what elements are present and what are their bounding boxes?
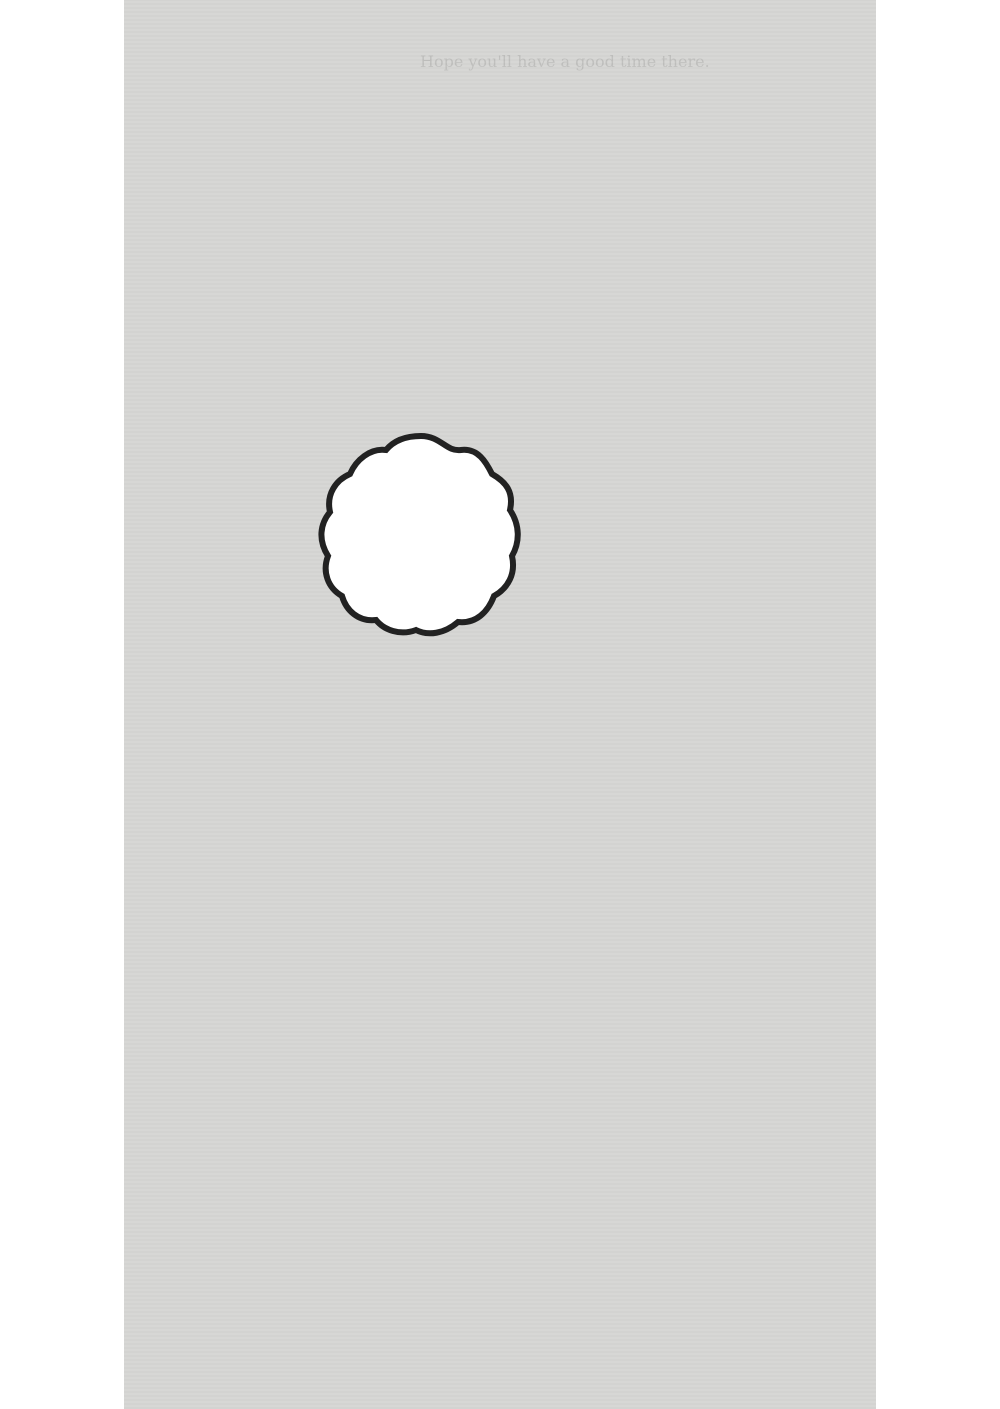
- document-page: [124, 0, 876, 1409]
- corner-logo: [816, 1321, 998, 1407]
- bleed-through: Hope you'll have a good time there.: [420, 52, 710, 71]
- watermark-seal: [316, 430, 526, 640]
